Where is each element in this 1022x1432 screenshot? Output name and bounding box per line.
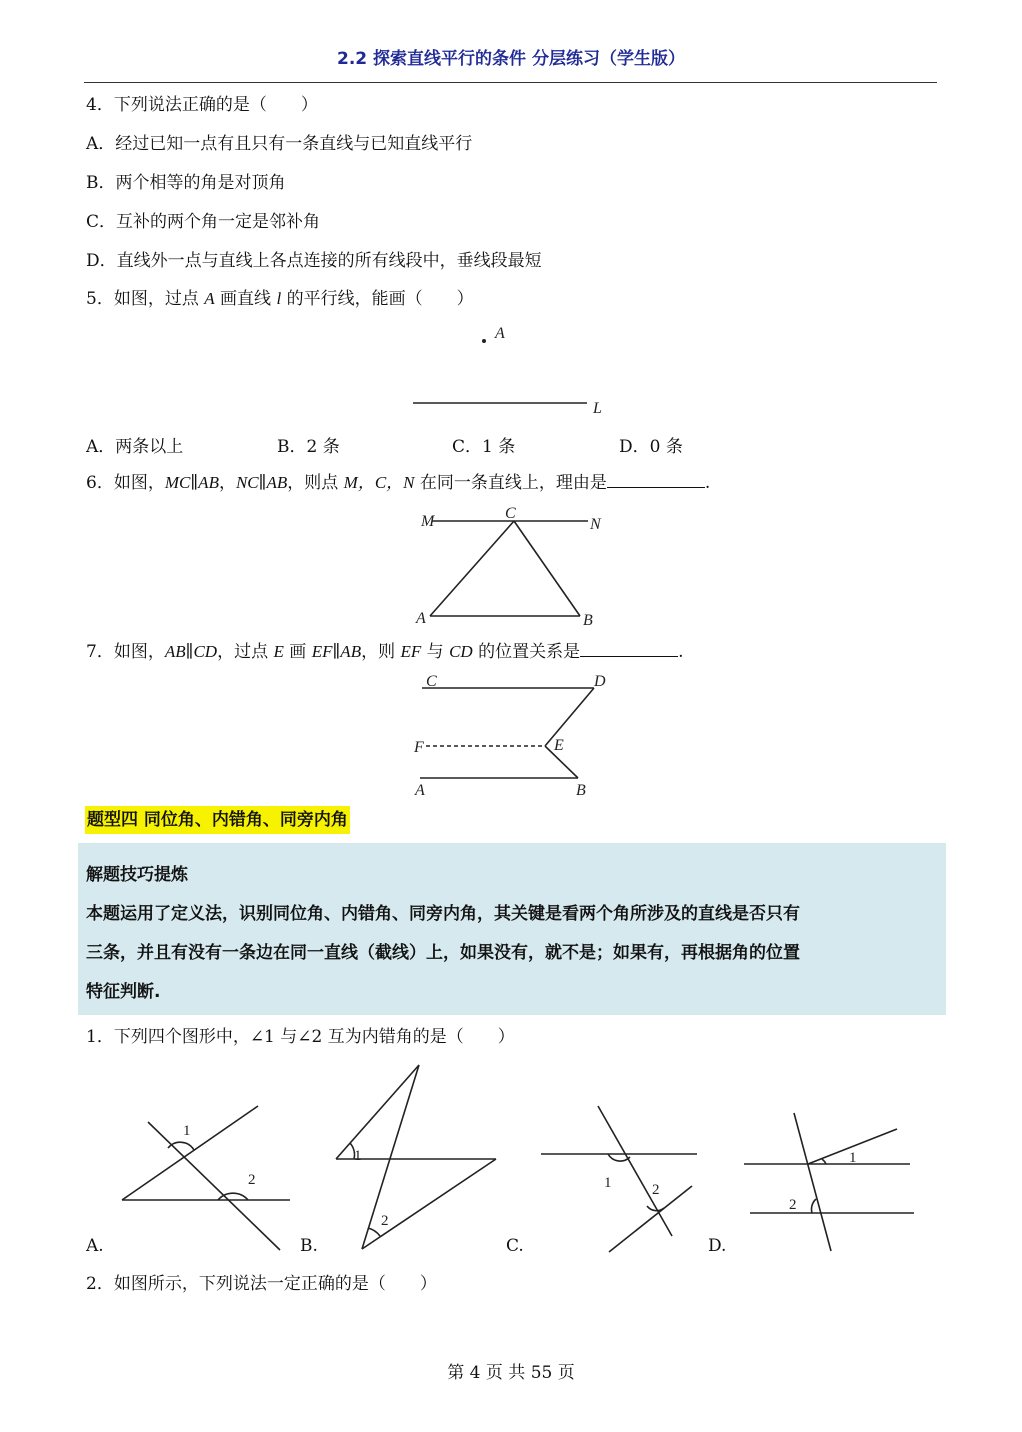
p1-option-b-label: B. — [300, 1236, 318, 1256]
section-heading: 题型四 同位角、内错角、同旁内角 — [85, 806, 350, 834]
q7-label-d: D — [594, 673, 606, 690]
p1d-label-1: 1 — [849, 1150, 857, 1166]
p1d-label-2: 2 — [789, 1197, 797, 1213]
p1c-label-2: 2 — [652, 1182, 660, 1198]
q5-label-a: A — [495, 325, 505, 342]
q7-label-f: F — [414, 739, 424, 756]
p1d-angle-2-arc — [811, 1199, 816, 1213]
q6-label-m: M — [421, 513, 435, 530]
q6-figure — [430, 521, 588, 616]
tips-title: 解题技巧提炼 — [86, 865, 188, 885]
p1a-label-1: 1 — [183, 1123, 191, 1139]
q6-stem: 6．如图，MC∥AB，NC∥AB，则点 M，C，N 在同一条直线上，理由是 . — [86, 473, 711, 493]
p1-figure-d — [744, 1113, 914, 1251]
p1b-line-2 — [336, 1065, 419, 1159]
p1b-label-1: 1 — [354, 1148, 362, 1164]
q6-segment-cb — [514, 521, 580, 616]
q4-option-b: B．两个相等的角是对顶角 — [86, 173, 286, 193]
q5-point-a — [482, 339, 486, 343]
p1-option-c-label: C. — [506, 1236, 524, 1256]
q6-label-c: C — [505, 505, 516, 522]
p1b-label-2: 2 — [381, 1213, 389, 1229]
p1c-label-1: 1 — [604, 1175, 612, 1191]
q5-option-c: C．1 条 — [452, 437, 516, 457]
q6-label-n: N — [590, 516, 601, 533]
q5-stem: 5．如图，过点 A 画直线 l 的平行线，能画（ ） — [86, 289, 474, 309]
page-header-title: 2.2 探索直线平行的条件 分层练习（学生版） — [337, 49, 685, 69]
page-footer: 第 4 页 共 55 页 — [447, 1363, 575, 1383]
q7-label-a: A — [415, 782, 425, 799]
p1a-label-2: 2 — [248, 1172, 256, 1188]
q5-option-b: B．2 条 — [277, 437, 340, 457]
q4-option-d: D．直线外一点与直线上各点连接的所有线段中，垂线段最短 — [86, 251, 542, 271]
q5-option-d: D．0 条 — [619, 437, 683, 457]
q4-stem: 4．下列说法正确的是（ ） — [86, 95, 318, 115]
p2-stem: 2．如图所示，下列说法一定正确的是（ ） — [86, 1274, 437, 1294]
tips-line-2: 三条，并且有没有一条边在同一直线（截线）上，如果没有，就不是；如果有，再根据角的位置 — [86, 943, 800, 963]
p1b-line-3 — [362, 1065, 419, 1249]
p1b-angle-2-arc — [368, 1228, 380, 1236]
p1-figure-c — [541, 1106, 697, 1252]
q7-segment-de — [545, 688, 594, 746]
q5-figure — [413, 339, 587, 403]
q7-figure — [420, 688, 594, 778]
p1-option-d-label: D. — [708, 1236, 727, 1256]
q4-option-a: A．经过已知一点有且只有一条直线与已知直线平行 — [86, 134, 473, 154]
p1-stem: 1．下列四个图形中，∠1 与∠2 互为内错角的是（ ） — [86, 1027, 515, 1047]
p1a-line-1 — [122, 1106, 258, 1200]
q6-segment-ca — [430, 521, 514, 616]
q7-stem: 7．如图，AB∥CD，过点 E 画 EF∥AB，则 EF 与 CD 的位置关系是 . — [86, 642, 684, 662]
p1a-line-3 — [148, 1122, 280, 1250]
tips-line-1: 本题运用了定义法，识别同位角、内错角、同旁内角，其关键是看两个角所涉及的直线是否只有 — [86, 904, 800, 924]
q4-option-c: C．互补的两个角一定是邻补角 — [86, 212, 321, 232]
q6-label-a: A — [416, 610, 426, 627]
q7-label-b: B — [576, 782, 586, 799]
p1c-line-2 — [598, 1106, 672, 1236]
p1b-line-4 — [362, 1159, 496, 1249]
tips-line-3: 特征判断. — [86, 982, 161, 1002]
p1-option-a-label: A. — [86, 1236, 104, 1256]
p1-figure-a — [122, 1106, 290, 1250]
q7-label-e: E — [554, 737, 564, 754]
p1d-line-3 — [794, 1113, 831, 1251]
q5-label-l: L — [593, 400, 602, 417]
q7-label-c: C — [426, 673, 437, 690]
p1c-line-3 — [609, 1186, 692, 1252]
q5-option-a: A．两条以上 — [86, 437, 184, 457]
q6-label-b: B — [583, 612, 593, 629]
